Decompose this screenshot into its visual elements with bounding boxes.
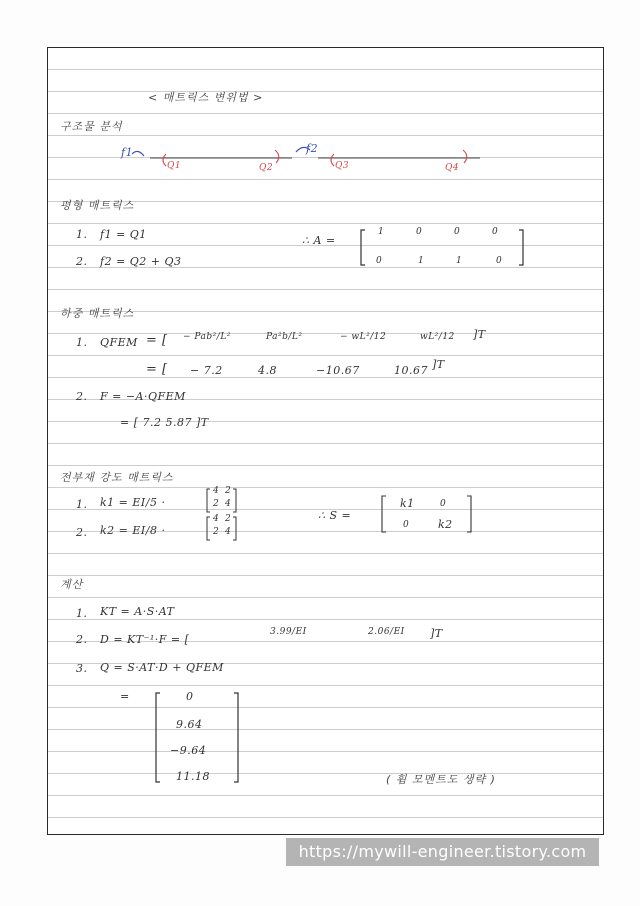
q-result-value: 9.64 bbox=[176, 718, 203, 731]
k1-eq: k1 = EI/5 · bbox=[100, 496, 166, 509]
note: ( 휨 모멘트도 생략 ) bbox=[386, 773, 496, 786]
qfem-value: 4.8 bbox=[258, 364, 277, 377]
load-2-number: 2. bbox=[76, 390, 88, 403]
q-result-value: −9.64 bbox=[170, 744, 207, 757]
qfem-label: QFEM bbox=[100, 336, 138, 349]
load-1-number: 1. bbox=[76, 336, 88, 349]
k1-number: 1. bbox=[76, 498, 88, 511]
qfem-value: −10.67 bbox=[316, 364, 360, 377]
force-vector-eq: F = −A·QFEM bbox=[100, 390, 186, 403]
qfem-term: − Pab²/L² bbox=[183, 332, 231, 342]
s-cell: k1 bbox=[400, 497, 415, 510]
qfem-value: − 7.2 bbox=[190, 364, 223, 377]
eq1-number: 1. bbox=[76, 228, 88, 241]
s-matrix-label: ∴ S = bbox=[318, 509, 352, 522]
qfem-close: ]T bbox=[473, 328, 486, 341]
eq1: f1 = Q1 bbox=[100, 228, 147, 241]
q1-label: Q1 bbox=[167, 161, 182, 171]
d-eq: D = KT⁻¹·F = [ bbox=[100, 633, 190, 646]
d-value: 2.06/EI bbox=[368, 627, 405, 637]
calc-heading: 계산 bbox=[60, 578, 84, 591]
a-cell: 0 bbox=[416, 227, 423, 237]
a-matrix-label: ∴ A = bbox=[302, 234, 336, 247]
s-matrix-right-bracket bbox=[467, 496, 471, 532]
q4-arrow-icon bbox=[463, 150, 467, 163]
f2-label: f2 bbox=[306, 142, 319, 155]
s-cell: 0 bbox=[440, 499, 447, 509]
a-cell: 0 bbox=[454, 227, 461, 237]
f1-arrow-icon bbox=[132, 151, 144, 156]
k2-matrix-right-bracket bbox=[233, 517, 236, 540]
q-result-value: 0 bbox=[186, 690, 194, 703]
qfem-term: Pa²b/L² bbox=[266, 332, 303, 342]
a-matrix-right-bracket bbox=[519, 230, 523, 265]
force-vector-values: = [ 7.2 5.87 ]T bbox=[120, 416, 209, 429]
q-result-left-bracket bbox=[156, 693, 160, 782]
calc-1-number: 1. bbox=[76, 607, 88, 620]
q-result-value: 11.18 bbox=[176, 770, 210, 783]
calc-3-number: 3. bbox=[76, 662, 88, 675]
k2-matrix-left-bracket bbox=[207, 517, 210, 540]
d-value: 3.99/EI bbox=[270, 627, 307, 637]
q-result-right-bracket bbox=[234, 693, 238, 782]
k1-cell: 2 bbox=[225, 486, 232, 496]
a-cell: 1 bbox=[418, 256, 425, 266]
qfem-term: wL²/12 bbox=[420, 332, 455, 342]
a-cell: 1 bbox=[378, 227, 385, 237]
f1-label: f1 bbox=[121, 146, 134, 159]
k1-matrix-right-bracket bbox=[233, 489, 236, 512]
q3-arrow-icon bbox=[331, 154, 334, 166]
s-cell: k2 bbox=[438, 518, 453, 531]
stiffness-heading: 전부재 강도 매트릭스 bbox=[60, 471, 174, 484]
d-close: ]T bbox=[430, 627, 443, 640]
calc-2-number: 2. bbox=[76, 633, 88, 646]
qfem-term: − wL²/12 bbox=[340, 332, 387, 342]
a-cell: 0 bbox=[376, 256, 383, 266]
s-matrix-left-bracket bbox=[382, 496, 386, 532]
k2-cell: 2 bbox=[225, 514, 232, 524]
k1-cell: 4 bbox=[213, 486, 220, 496]
k2-eq: k2 = EI/8 · bbox=[100, 524, 166, 537]
a-cell: 1 bbox=[456, 256, 463, 266]
qfem-values-open: = [ bbox=[146, 362, 168, 377]
k2-cell: 4 bbox=[225, 527, 232, 537]
eq2-number: 2. bbox=[76, 255, 88, 268]
k1-cell: 2 bbox=[213, 499, 220, 509]
a-cell: 0 bbox=[492, 227, 499, 237]
a-cell: 0 bbox=[496, 256, 503, 266]
eq2: f2 = Q2 + Q3 bbox=[100, 255, 182, 268]
qfem-values-close: ]T bbox=[432, 358, 445, 371]
q1-arrow-icon bbox=[163, 154, 166, 166]
watermark: https://mywill-engineer.tistory.com bbox=[286, 838, 599, 866]
k2-cell: 4 bbox=[213, 514, 220, 524]
q-eq: Q = S·AT·D + QFEM bbox=[100, 661, 224, 674]
kt-eq: KT = A·S·AT bbox=[100, 605, 175, 618]
qfem-open: = [ bbox=[146, 333, 168, 348]
equilibrium-heading: 평형 매트릭스 bbox=[60, 199, 135, 212]
qfem-value: 10.67 bbox=[394, 364, 428, 377]
q4-label: Q4 bbox=[445, 163, 460, 173]
s-cell: 0 bbox=[403, 520, 410, 530]
q3-label: Q3 bbox=[335, 161, 350, 171]
k2-number: 2. bbox=[76, 526, 88, 539]
q2-arrow-icon bbox=[275, 150, 279, 163]
k2-cell: 2 bbox=[213, 527, 220, 537]
a-matrix-left-bracket bbox=[361, 230, 365, 265]
k1-matrix-left-bracket bbox=[207, 489, 210, 512]
structure-heading: 구조물 분석 bbox=[60, 120, 123, 133]
k1-cell: 4 bbox=[225, 499, 232, 509]
q-result-eq: = bbox=[120, 690, 130, 703]
page-title: < 매트릭스 변위법 > bbox=[148, 91, 264, 104]
load-heading: 하중 매트릭스 bbox=[60, 307, 135, 320]
q2-label: Q2 bbox=[259, 163, 274, 173]
